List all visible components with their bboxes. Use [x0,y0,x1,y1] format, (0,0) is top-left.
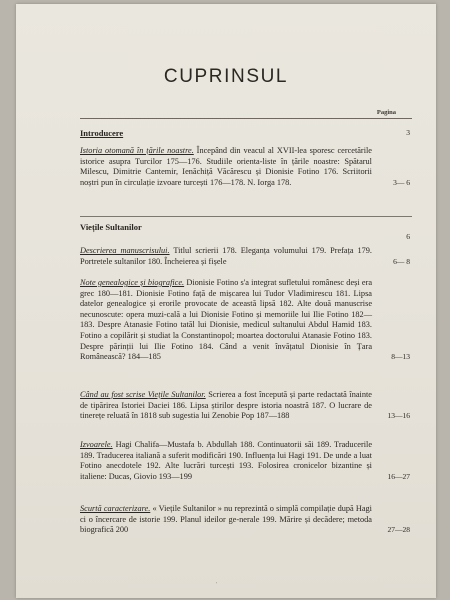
toc-entry-descrierea [80,246,412,267]
toc-entry-scurta-caracterizare [80,504,412,536]
toc-entry-note-genealogice [80,278,412,363]
entry-page: 13—16 [387,411,410,421]
toc-entry-istoria [80,146,412,188]
entry-heading: Descrierea manuscrisului. [80,246,170,255]
entry-heading: Scurtă caracterizare. [80,504,151,513]
entry-text: Începând din veacul al XVII-lea sporesc cercetările istorice asupra Turcilor 175—176. Studiile orienta-liste în țările noastre: Spătarul Milescu, Dimitrie Cantemir, Ienăchiță Văcărescu și Dionisie Fotino 176. Scriitorii noștri pun în circulație izvoare turcești 176—178. N. Iorga 178. [80,146,372,187]
page-column-header: Pagina [376,109,396,116]
entry-page: 27—28 [387,525,410,535]
entry-heading: Când au fost scrise Viețile Sultanilor. [80,390,206,399]
section-vietile-sultanilor [80,222,412,241]
entry-page: 6— 8 [393,256,410,266]
entry-text: Titlul scrierii 178. Eleganța volumului 179. Prefața 179. Portretele sultanilor 180. Încheierea și fișele [80,246,372,266]
entry-text: « Viețile Sultanilor » nu reprezintă o simplă compilație după Hagi ci o încercare de istorie 199. Planul ideilor ge-nerale 199. Mărire și decădere; metoda biografică 200 [80,504,372,535]
entry-text: Hagi Chalifa—Mustafa b. Abdullah 188. Continuatorii săi 189. Traducerile 189. Traducerea italiană a suferit modificări 190. Influența lui Hagi 191. De unde a luat Fotino anecdotele 192. Alte lucrări turcești 193. Folosirea cronicelor bizantine și italiene: Ducas, Giovio 193—199 [80,440,372,481]
section-label: Introducere [80,128,124,138]
entry-heading: Izvoarele. [80,440,113,449]
entry-heading: Note genealogice și biografice. [80,278,185,287]
entry-page: 16—27 [387,471,410,481]
section-label: Viețile Sultanilor [80,222,142,232]
section-page: 3 [406,128,410,137]
entry-page: 8—13 [391,352,410,362]
section-divider [80,216,412,217]
entry-text: Scrierea a fost începută și parte redactată înainte de tipărirea Istoriei Daciei 186. Lipsa știrilor despre istoria noastră 187. O lucrare de tinerețe reluată în 1818 sub sugestia lui Zenobie Pop 187—188 [80,390,372,421]
entry-text: Dionisie Fotino s'a integrat sufletului românesc deși era grec 180—181. Dionisie Fotino față de mișcarea lui Tudor Vladimirescu 181. Lipsa datelor genealogice și erorile provocate de această lipsă 182. Alte două manuscrise necunoscute: opera muzi-cală a lui Dionisie Fotino și memoriile lui Ilie Fotino 182—183. Despre Atanasie Fotino tatăl lui Dionisie, medicul sultanului Abdul Hamid 183. Fotino a copilărit și studiat la Constantinopol; moartea doctorului Atanasie Fotino 183. Despre părinții lui Ilie Fotino 184. Când a venit învățatul Dionisie în Țara Românească? 184—185 [80,278,373,362]
entry-page: 3— 6 [393,177,410,187]
toc-entry-izvoarele [80,440,412,482]
page-footer-mark: ' [216,582,218,588]
page-title: CUPRINSUL [163,66,289,87]
entry-heading: Istoria otomană în țările noastre. [80,146,194,155]
section-introducere [80,128,412,138]
header-divider [80,118,412,119]
section-page: 6 [406,232,410,241]
book-page [16,4,436,598]
toc-entry-cand-au-fost-scrise [80,390,412,422]
